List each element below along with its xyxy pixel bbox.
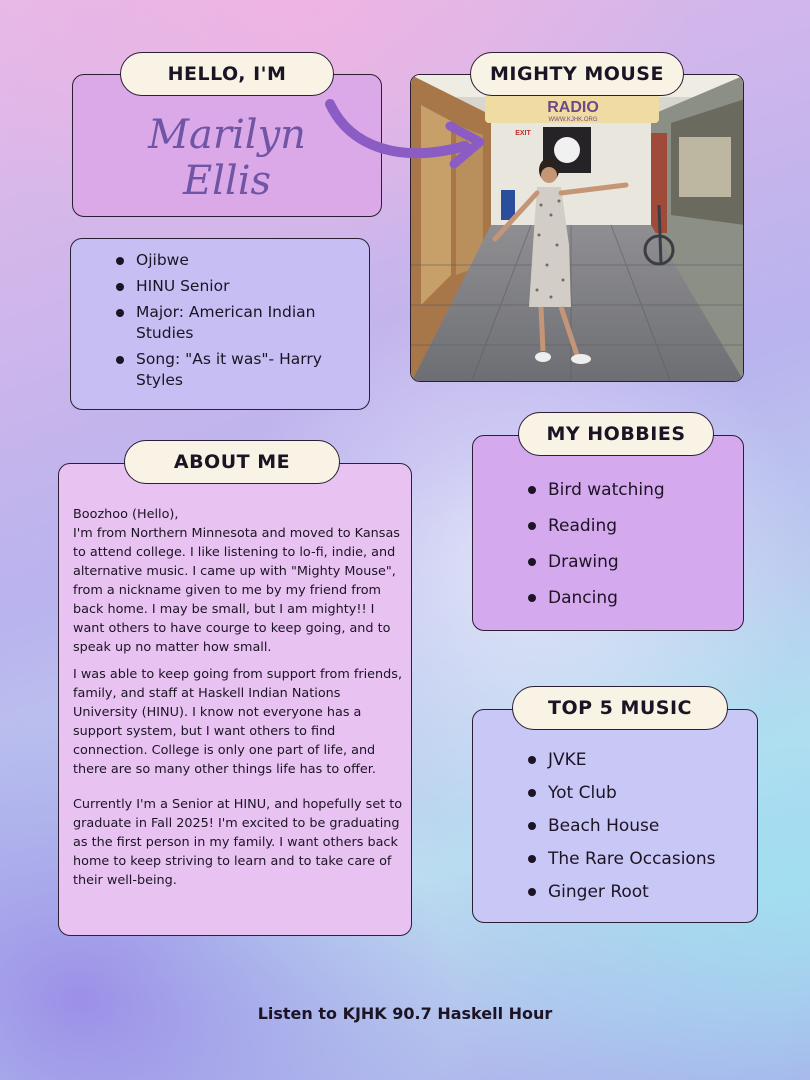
list-item: Reading xyxy=(526,514,726,550)
exit-sign: EXIT xyxy=(515,130,531,137)
last-name: Ellis xyxy=(182,158,272,204)
about-text xyxy=(73,505,403,898)
list-item: The Rare Occasions xyxy=(526,847,746,880)
list-item: Ojibwe xyxy=(114,250,350,271)
nickname-label: MIGHTY MOUSE xyxy=(470,52,684,96)
first-name: Marilyn xyxy=(148,112,306,158)
list-item: Beach House xyxy=(526,814,746,847)
music-title: TOP 5 MUSIC xyxy=(512,686,728,730)
about-paragraph-1: I'm from Northern Minnesota and moved to Kansas to attend college. I like listening to lo-fi, indie, and alternative music. I came up with "Mighty Mouse", from a nickname given to me by my friend from back home. I may be small, but I am mighty!! I want others to have courge to keep going, and to speak up no matter how small. xyxy=(73,526,400,655)
about-paragraph-3: Currently I'm a Senior at HINU, and hopefully set to graduate in Fall 2025! I'm excited to be graduating as the first person in my family. I want others back home to keep striving to learn and to take care of their well-being. xyxy=(73,797,403,888)
list-item: JVKE xyxy=(526,748,746,781)
list-item: Bird watching xyxy=(526,478,726,514)
about-title: ABOUT ME xyxy=(124,440,340,484)
about-greeting: Boozhoo (Hello), xyxy=(73,507,179,522)
hobbies-list xyxy=(526,478,726,622)
radio-sign-text: RADIO xyxy=(547,99,599,116)
footer-text: Listen to KJHK 90.7 Haskell Hour xyxy=(257,1004,553,1023)
radio-sign-url: WWW.KJHK.ORG xyxy=(548,117,598,123)
list-item: Drawing xyxy=(526,550,726,586)
list-item: HINU Senior xyxy=(114,276,350,297)
list-item: Dancing xyxy=(526,586,726,622)
about-paragraph-2: I was able to keep going from support from friends, family, and staff at Haskell Indian Nations University (HINU). I know not everyone has a support system, but I want others to find connection. College is only one part of life, and there are so many other things life has to offer. xyxy=(73,667,403,777)
list-item: Ginger Root xyxy=(526,880,746,913)
facts-list xyxy=(114,250,350,396)
list-item: Major: American Indian Studies xyxy=(114,302,350,344)
hobbies-title: MY HOBBIES xyxy=(518,412,714,456)
music-list xyxy=(526,748,746,913)
hello-label: HELLO, I'M xyxy=(120,52,334,96)
list-item: Song: "As it was"- Harry Styles xyxy=(114,349,350,391)
arrow-icon xyxy=(320,92,490,172)
list-item: Yot Club xyxy=(526,781,746,814)
